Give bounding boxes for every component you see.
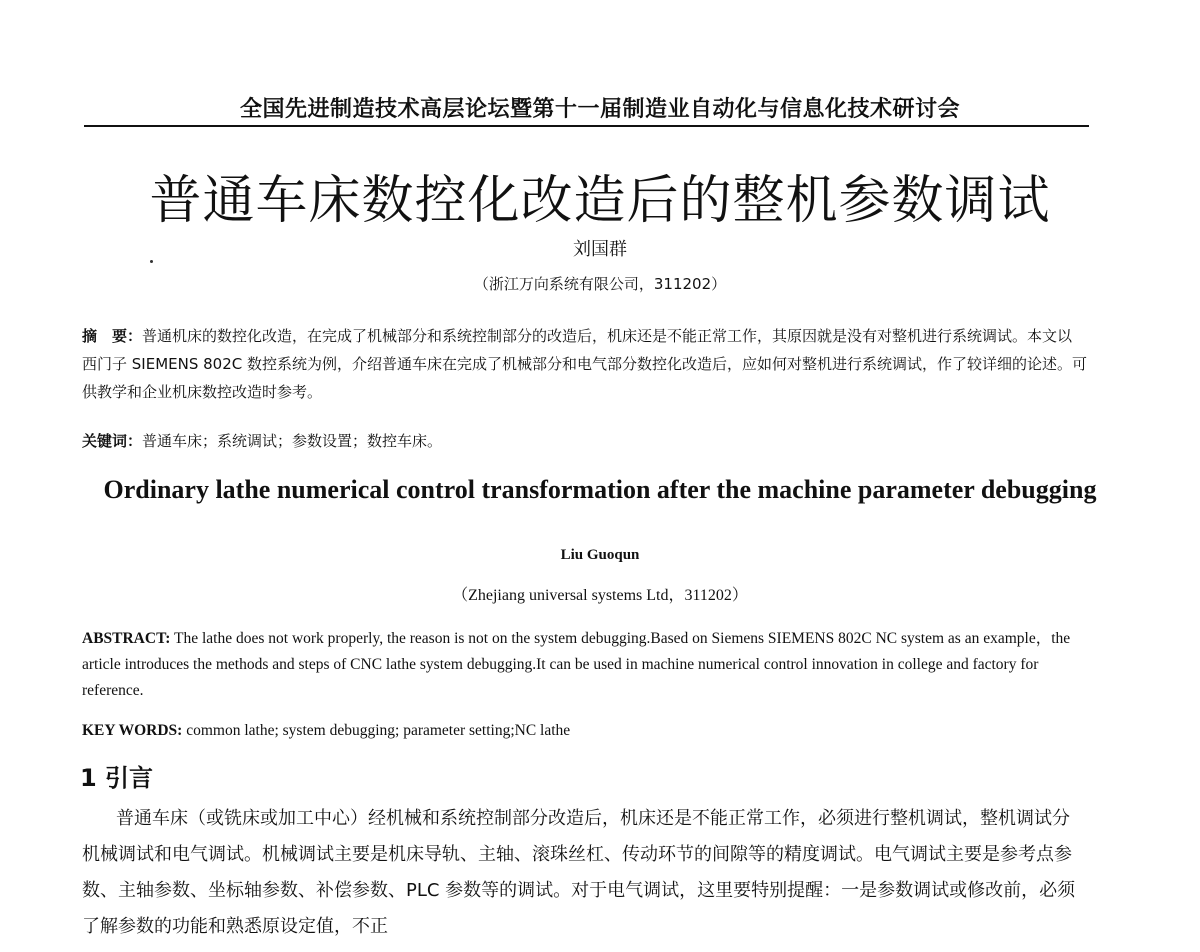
author-zh: 刘国群	[573, 239, 627, 260]
keywords-text-en: common lathe; system debugging; parameter setting;NC lathe	[182, 722, 571, 739]
abstract-en	[82, 626, 1087, 704]
affiliation-en: （Zhejiang universal systems Ltd，311202）	[452, 587, 748, 604]
abstract-label-zh: 摘 要：	[82, 327, 143, 345]
paper-title-en: Ordinary lathe numerical control transformation after the machine parameter debugging	[103, 475, 1097, 504]
section-body-text: 普通车床（或铣床或加工中心）经机械和系统控制部分改造后，机床还是不能正常工作，必须进行整机调试，整机调试分机械调试和电气调试。机械调试主要是机床导轨、主轴、滚珠丝杠、传动环节的间隙等的精度调试。电气调试主要是参考点参数、主轴参数、坐标轴参数、补偿参数、PLC 参数等的调试。对于电气调试，这里要特别提醒：一是参数调试或修改前，必须了解参数的功能和熟悉原设定值，不正	[82, 808, 1076, 937]
keywords-en	[82, 718, 1087, 744]
paper-title-zh: 普通车床数控化改造后的整机参数调试	[149, 171, 1051, 231]
keywords-zh	[82, 427, 1087, 455]
section-heading: 1 引言	[80, 764, 154, 792]
abstract-text-zh: 普通机床的数控化改造，在完成了机械部分和系统控制部分的改造后，机床还是不能正常工作，其原因就是没有对整机进行系统调试。本文以西门子 SIEMENS 802C 数控系统为例，介绍普通车床在完成了机械部分和电气部分数控化改造后，应如何对整机进行系统调试，作了较详细的论述。可供教学和企业机床数控改造时参考。	[82, 327, 1087, 401]
scan-speck	[150, 260, 153, 263]
keywords-label-en: KEY WORDS:	[82, 722, 183, 739]
header-rule	[84, 125, 1089, 127]
author-en: Liu Guoqun	[560, 547, 640, 563]
keywords-label-zh: 关键词：	[82, 432, 143, 450]
abstract-text-en: The lathe does not work properly, the reason is not on the system debugging.Based on Siemens SIEMENS 802C NC system as an example，the article introduces the methods and steps of CNC lathe system debugging.It can be used in machine numerical control innovation in college and factory for reference.	[82, 630, 1071, 699]
abstract-label-en: ABSTRACT:	[82, 630, 171, 647]
abstract-zh	[82, 322, 1087, 406]
section-body	[82, 801, 1087, 945]
affiliation-zh: （浙江万向系统有限公司，311202）	[473, 275, 727, 293]
keywords-text-zh: 普通车床；系统调试；参数设置；数控车床。	[142, 432, 443, 450]
conference-header: 全国先进制造技术高层论坛暨第十一届制造业自动化与信息化技术研讨会	[239, 97, 960, 122]
